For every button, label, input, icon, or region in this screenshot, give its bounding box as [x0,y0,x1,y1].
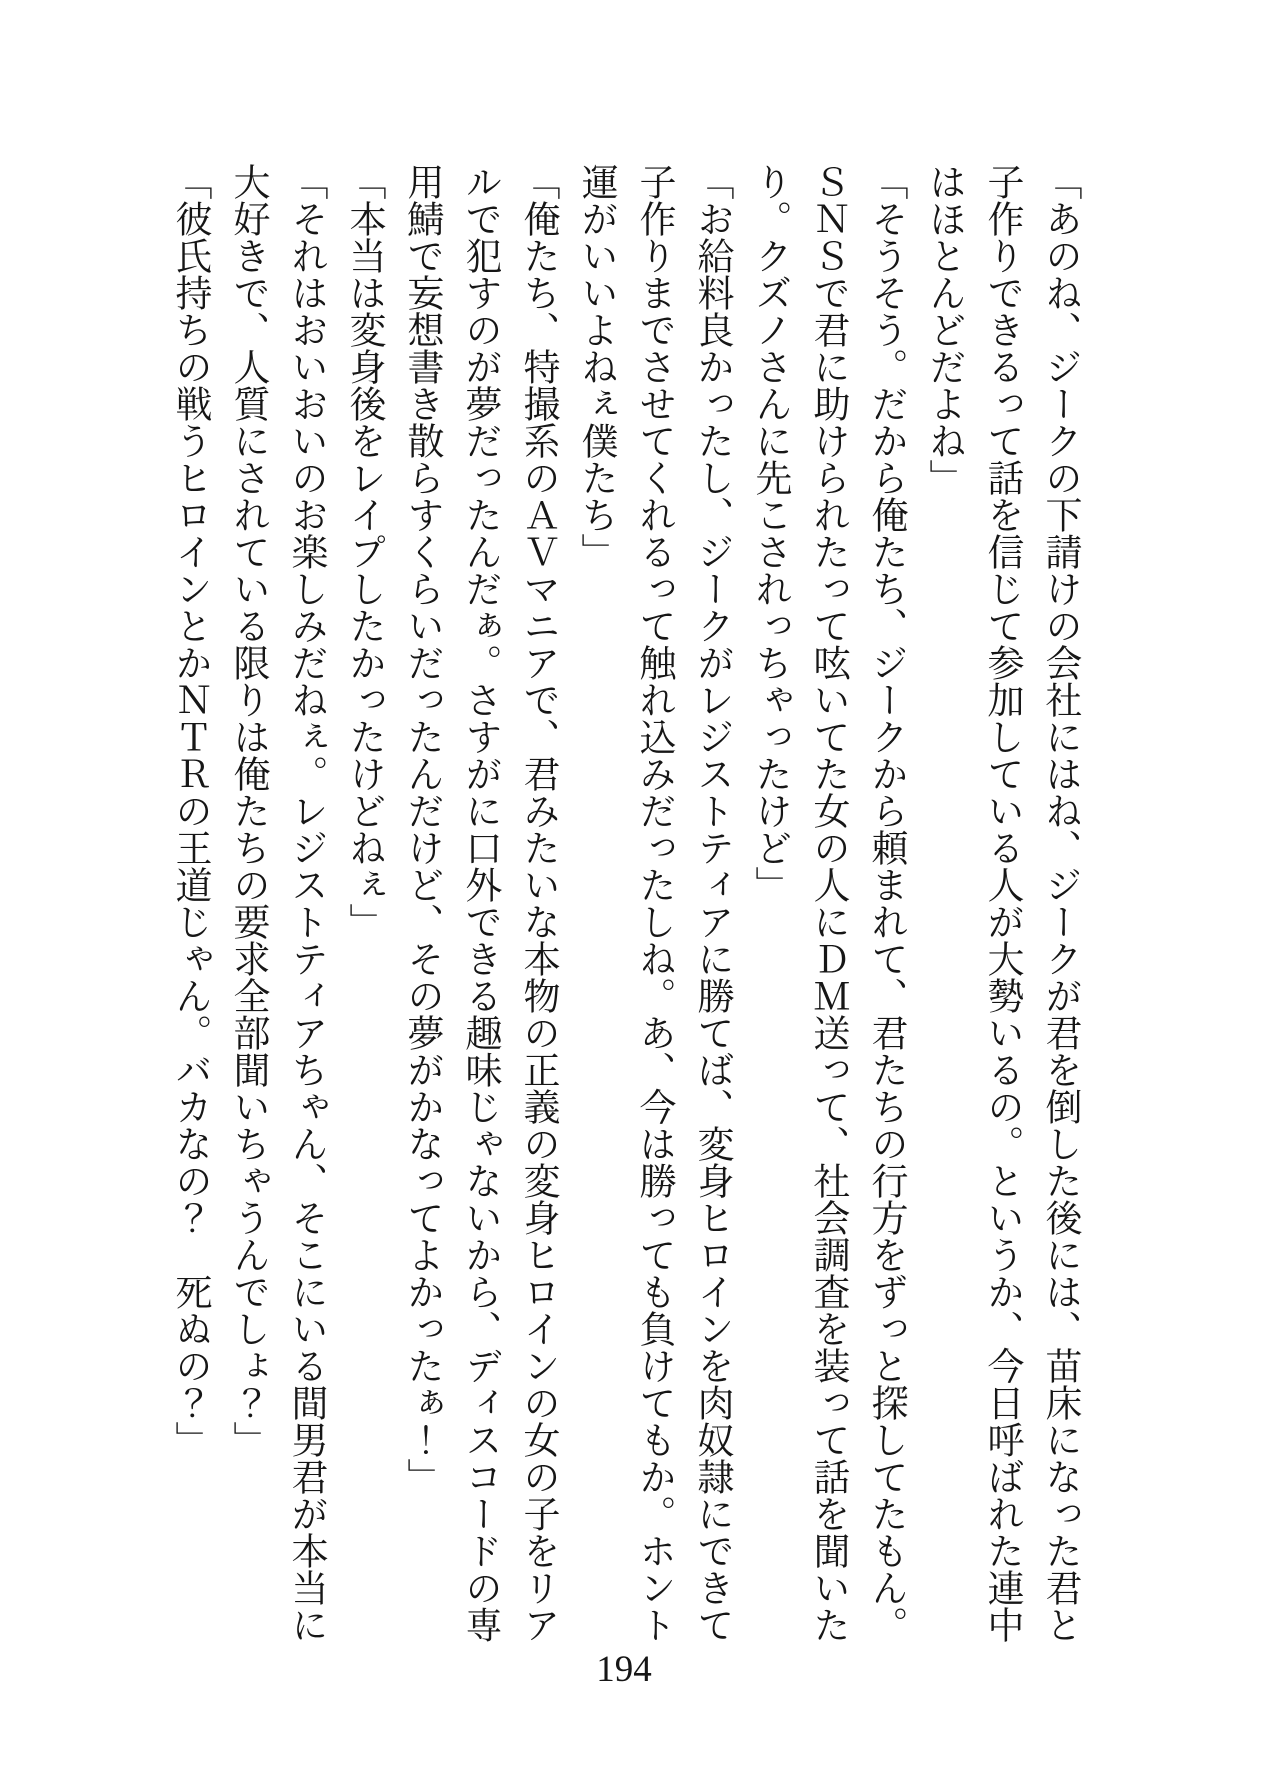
text-column: 運がいいよねぇ僕たち」 [575,163,616,570]
text-column: 子作りできるって話を信じて参加している人が大勢いるの。というか、今日呼ばれた連中 [981,163,1022,1643]
text-column: 「それはおいおいのお楽しみだねぇ。レジストティアちゃん、そこにいる間男君が本当に [285,163,326,1643]
text-column: 「俺たち、特撮系のＡＶマニアで、君みたいな本物の正義の変身ヒロインの女の子をリア [517,163,558,1643]
page-number: 194 [596,1649,652,1690]
text-column: 「あのね、ジークの下請けの会社にはね、ジークが君を倒した後には、苗床になった君と [1039,163,1080,1643]
text-column: ルで犯すのが夢だったんだぁ。さすがに口外できる趣味じゃないから、ディスコードの専 [459,163,500,1643]
text-column: り。クズノさんに先こされっちゃったけど」 [749,163,790,903]
text-column: 「そうそう。だから俺たち、ジークから頼まれて、君たちの行方をずっと探してたもん。 [865,163,906,1643]
text-column: 用鯖で妄想書き散らすくらいだったんだけど、その夢がかなってよかったぁ！」 [401,163,442,1495]
text-column: 「お給料良かったし、ジークがレジストティアに勝てば、変身ヒロインを肉奴隷にできて [691,163,732,1643]
text-column: 子作りまでさせてくれるって触れ込みだったしね。あ、今は勝っても負けてもか。ホント [633,163,674,1643]
text-column: 「本当は変身後をレイプしたかったけどねぇ」 [343,163,384,940]
text-column: ＳＮＳで君に助けられたって呟いてた女の人にＤＭ送って、社会調査を装って話を聞いた [807,163,848,1643]
text-column: はほとんどだよね」 [923,163,964,496]
text-column: 大好きで、人質にされている限りは俺たちの要求全部聞いちゃうんでしょ？」 [227,163,268,1458]
text-column: 「彼氏持ちの戦うヒロインとかＮＴＲの王道じゃん。バカなの？ 死ぬの？」 [169,163,210,1458]
vertical-text-block [126,163,1088,1663]
